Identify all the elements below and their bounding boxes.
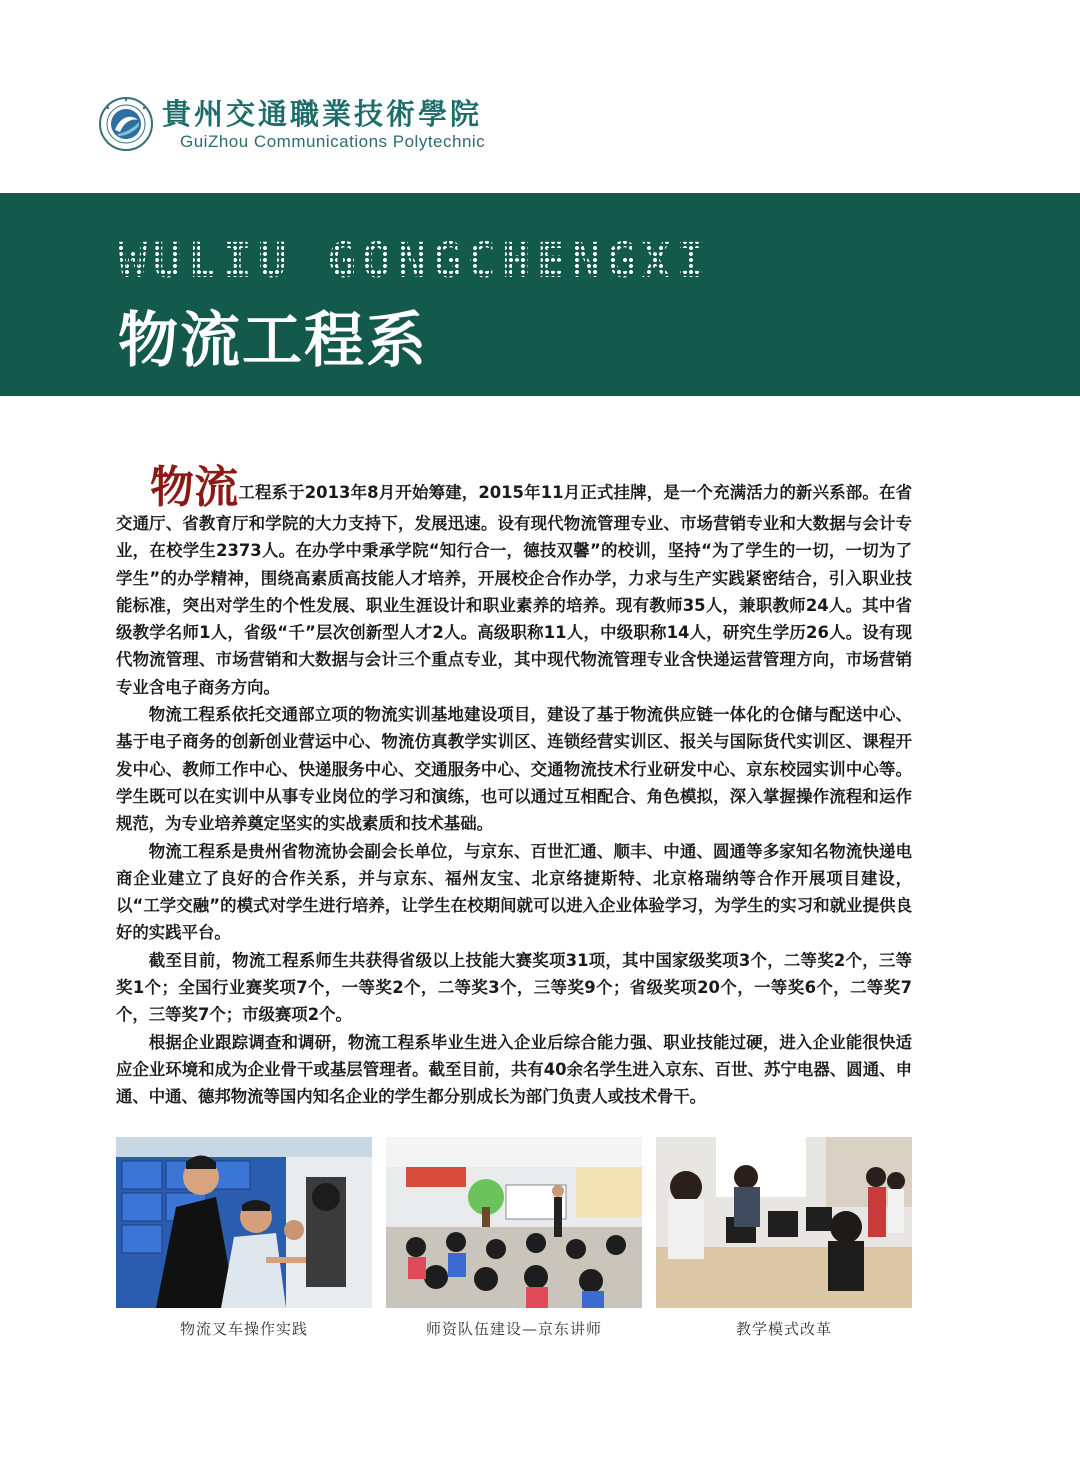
photo-teaching-reform (656, 1137, 912, 1308)
banner-pinyin: WULIU GONGCHENGXI (118, 233, 712, 289)
photo-forklift-practice (116, 1137, 372, 1308)
school-logo-icon (98, 96, 154, 152)
department-banner (0, 193, 1080, 396)
banner-title: 物流工程系 (118, 306, 428, 376)
paragraph-text: 工程系于2013年8月开始筹建，2015年11月正式挂牌，是一个充满活力的新兴系部。在省交通厅、省教育厅和学院的大力支持下，发展迅速。设有现代物流管理专业、市场营销专业和大数据与会计专业，在校学生2373人。在办学中秉承学院“知行合一，德技双馨”的校训，坚持“为了学生的一切，一切为了学生”的办学精神，围绕高素质高技能人才培养，开展校企合作办学，力求与生产实践紧密结合，引入职业技能标准，突出对学生的个性发展、职业生涯设计和职业素养的培养。现有教师35人，兼职教师24人。其中省级教学名师1人，省级“千”层次创新型人才2人。高级职称11人，中级职称14人，研究生学历26人。设有现代物流管理、市场营销和大数据与会计三个重点专业，其中现代物流管理专业含快递运营管理方向，市场营销专业含电子商务方向。 (116, 483, 912, 697)
article-paragraph-1 (116, 462, 912, 701)
article-paragraph-5: 根据企业跟踪调查和调研，物流工程系毕业生进入企业后综合能力强、职业技能过硬，进入企业能很快适应企业环境和成为企业骨干或基层管理者。截至目前，共有40余名学生进入京东、百世、苏宁电器、圆通、申通、中通、德邦物流等国内知名企业的学生都分别成长为部门负责人或技术骨干。 (116, 1032, 912, 1107)
article-paragraph-4: 截至目前，物流工程系师生共获得省级以上技能大赛奖项31项，其中国家级奖项3个，二等奖2个，三等奖1个；全国行业赛奖项7个，一等奖2个，二等奖3个，三等奖9个；省级奖项20个，一等奖6个，二等奖7个，三等奖7个；市级赛项2个。 (116, 950, 912, 1025)
school-name-cn: 貴州交通職業技術學院 (162, 97, 483, 131)
article-paragraph-3: 物流工程系是贵州省物流协会副会长单位，与京东、百世汇通、顺丰、中通、圆通等多家知名物流快递电商企业建立了良好的合作关系，并与京东、福州友宝、北京络捷斯特、北京格瑞纳等合作开展项目建设，以“工学交融”的模式对学生进行培养，让学生在校期间就可以进入企业体验学习，为学生的实习和就业提供良好的实践平台。 (116, 841, 912, 943)
photo-caption-lecturer: 师资队伍建设—京东讲师 (425, 1320, 602, 1338)
school-name-en: GuiZhou Communications Polytechnic (180, 132, 486, 151)
dropcap: 物流 (150, 462, 239, 513)
photo-jd-lecturer (386, 1137, 642, 1308)
photo-gallery (116, 1137, 912, 1347)
article-body (116, 462, 912, 1111)
article-paragraph-2: 物流工程系依托交通部立项的物流实训基地建设项目，建设了基于物流供应链一体化的仓储与配送中心、基于电子商务的创新创业营运中心、物流仿真教学实训区、连锁经营实训区、报关与国际货代实训区、课程开发中心、教师工作中心、快递服务中心、交通服务中心、交通物流技术行业研发中心、京东校园实训中心等。学生既可以在实训中从事专业岗位的学习和演练，也可以通过互相配合、角色模拟，深入掌握操作流程和运作规范，为专业培养奠定坚实的实战素质和技术基础。 (116, 705, 912, 834)
photo-caption-reform: 教学模式改革 (735, 1320, 832, 1338)
photo-caption-forklift: 物流叉车操作实践 (179, 1320, 308, 1338)
school-header (98, 92, 558, 162)
